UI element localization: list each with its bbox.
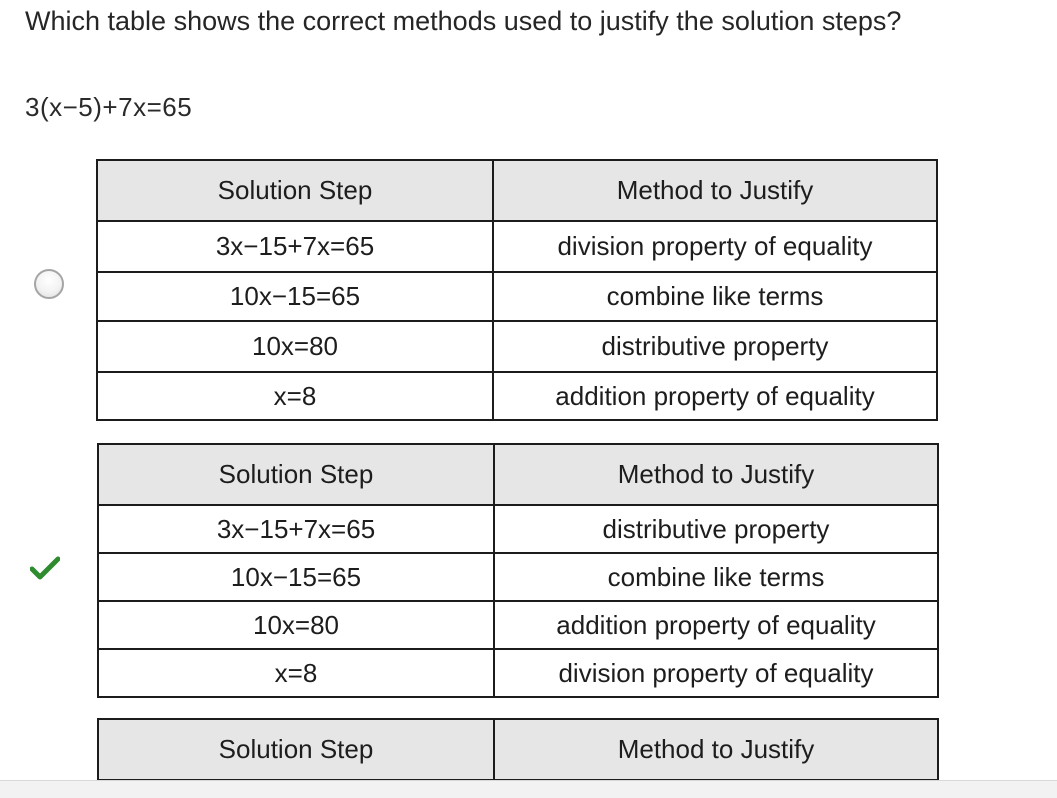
table-row — [98, 505, 938, 553]
solution-step-cell: 3x−15+7x=65 — [98, 505, 494, 553]
radio-button[interactable] — [34, 269, 64, 299]
solution-step-cell: x=8 — [98, 649, 494, 697]
method-cell: addition property of equality — [493, 372, 937, 420]
table-row — [97, 272, 937, 321]
table-row — [97, 221, 937, 272]
solution-step-cell: 10x−15=65 — [97, 272, 493, 321]
solution-step-cell: 10x=80 — [97, 321, 493, 372]
method-cell: combine like terms — [494, 553, 938, 601]
checkmark-icon — [30, 556, 60, 580]
method-cell: addition property of equality — [494, 601, 938, 649]
header-solution-step: Solution Step — [98, 444, 494, 505]
header-solution-step: Solution Step — [97, 160, 493, 221]
table-row — [97, 321, 937, 372]
method-cell: division property of equality — [494, 649, 938, 697]
solution-step-cell: 10x=80 — [98, 601, 494, 649]
question-text: Which table shows the correct methods used to justify the solution steps? — [25, 6, 902, 36]
table-row — [97, 372, 937, 420]
header-method: Method to Justify — [494, 444, 938, 505]
method-cell: distributive property — [493, 321, 937, 372]
method-cell: division property of equality — [493, 221, 937, 272]
table-row — [98, 601, 938, 649]
solution-step-cell: x=8 — [97, 372, 493, 420]
solution-table — [97, 443, 939, 698]
header-method: Method to Justify — [494, 719, 938, 780]
method-cell: distributive property — [494, 505, 938, 553]
method-cell: combine like terms — [493, 272, 937, 321]
solution-step-cell: 3x−15+7x=65 — [97, 221, 493, 272]
header-solution-step: Solution Step — [98, 719, 494, 780]
solution-step-cell: 10x−15=65 — [98, 553, 494, 601]
equation: 3(x−5)+7x=65 — [25, 92, 193, 122]
solution-table — [96, 159, 938, 421]
bottom-bar — [0, 780, 1057, 798]
table-row — [98, 649, 938, 697]
table-row — [98, 553, 938, 601]
solution-table — [97, 718, 939, 781]
header-method: Method to Justify — [493, 160, 937, 221]
